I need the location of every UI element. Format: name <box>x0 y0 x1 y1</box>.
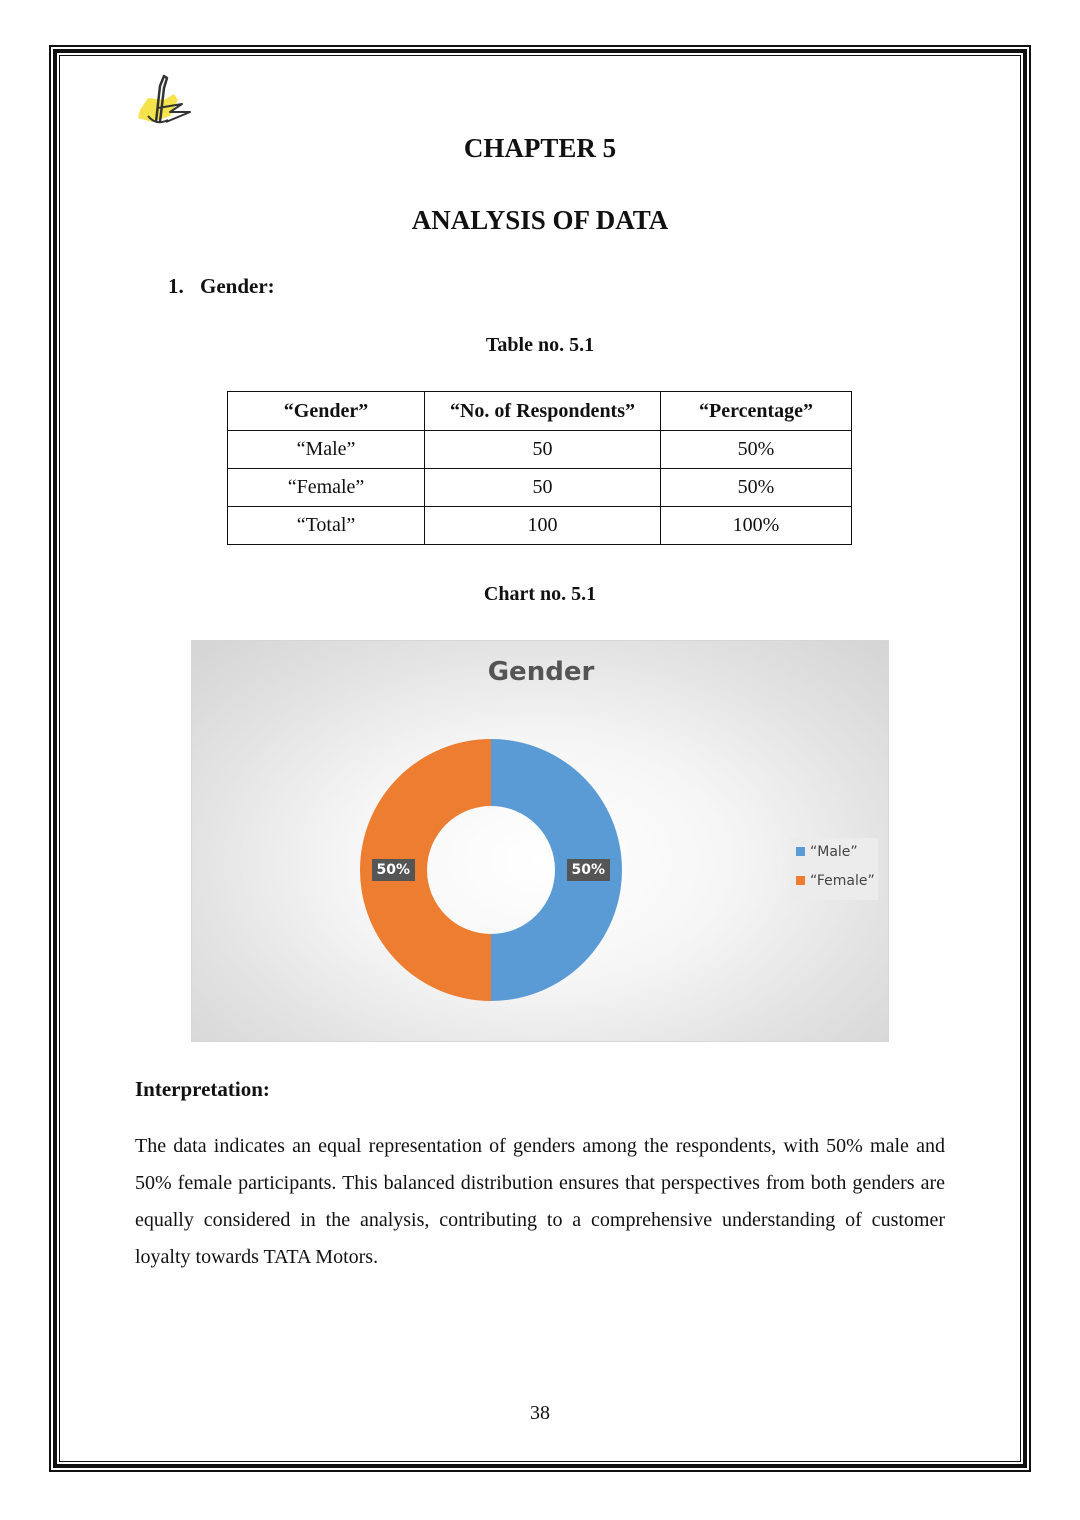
gender-doughnut-chart <box>191 640 889 1042</box>
page-number: 38 <box>530 1402 550 1424</box>
legend-swatch-male <box>796 847 805 856</box>
interpretation-heading: Interpretation: <box>135 1077 270 1101</box>
table-header-cell: “Gender” <box>228 392 425 431</box>
legend-label: “Male” <box>810 844 858 860</box>
legend-swatch-female <box>796 876 805 885</box>
chapter-heading: CHAPTER 5 <box>463 133 617 163</box>
legend-item-male <box>796 844 858 860</box>
table-row <box>228 469 852 507</box>
section-label: Gender: <box>200 274 275 298</box>
legend-label: “Female” <box>810 873 875 889</box>
table-cell: 50% <box>661 469 852 507</box>
table-cell: 50% <box>661 431 852 469</box>
doughnut-plot <box>192 641 890 1043</box>
table-row <box>228 507 852 545</box>
table-header-cell: “No. of Respondents” <box>425 392 661 431</box>
table-cell: 50 <box>425 431 661 469</box>
table-caption: Table no. 5.1 <box>485 334 595 356</box>
data-label: 50% <box>567 859 611 881</box>
table-row <box>228 431 852 469</box>
legend-item-female <box>796 873 875 889</box>
table-cell: “Total” <box>228 507 425 545</box>
table-cell: 100 <box>425 507 661 545</box>
chart-caption: Chart no. 5.1 <box>483 583 597 605</box>
gender-table <box>227 391 852 545</box>
page-title: ANALYSIS OF DATA <box>411 205 669 235</box>
section-number: 1. <box>168 274 184 298</box>
table-cell: 100% <box>661 507 852 545</box>
table-header-cell: “Percentage” <box>661 392 852 431</box>
chart-title: Gender <box>487 657 595 687</box>
table-header-row <box>228 392 852 431</box>
table-cell: “Male” <box>228 431 425 469</box>
data-label: 50% <box>372 859 416 881</box>
pen-highlighter-logo <box>134 70 204 132</box>
interpretation-text: The data indicates an equal representation of genders among the respondents, with 50% male and 50% female participants. This balanced distribution ensures that perspectives from both genders are equally considered in the analysis, contributing to a comprehensive understanding of customer loyalty towards TATA Motors. <box>135 1135 945 1268</box>
table-cell: 50 <box>425 469 661 507</box>
section-heading <box>168 274 275 299</box>
table-cell: “Female” <box>228 469 425 507</box>
chart-legend <box>790 838 878 900</box>
